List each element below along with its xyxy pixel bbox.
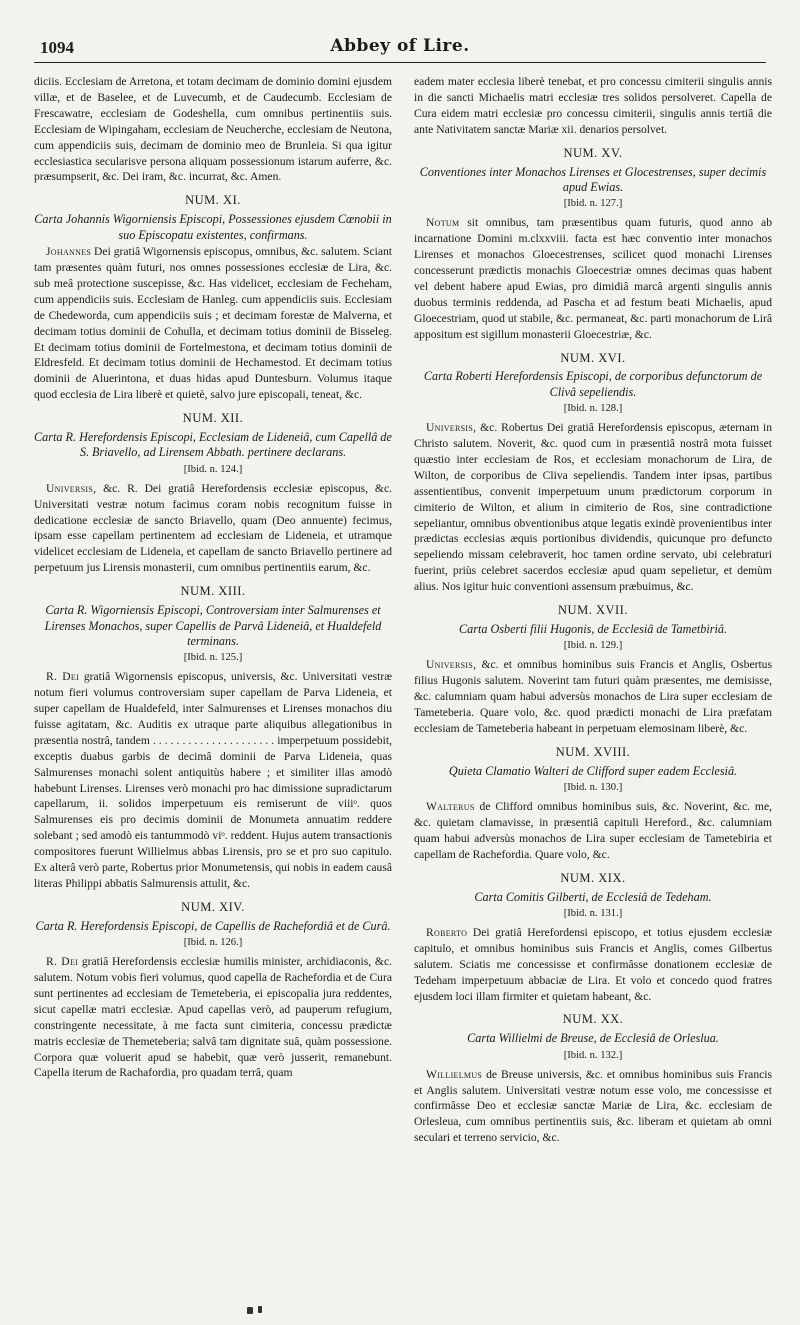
charter-title: Conventiones inter Monachos Lirenses et Glocestrenses, super decimis apud Ewias. <box>419 164 767 194</box>
charter-body <box>414 215 772 342</box>
source-reference: [Ibid. n. 132.] <box>563 1049 623 1061</box>
charter-text: gratiâ Herefordensis ecclesiæ humilis minister, archidiaconis, &c. salutem. Notum vobis fieri volumus, quod capella de Rachefordia et de Cura sunt pertinentes ad ecclesiam de Temeteberia, ei episcopalia jura reddentes, sicut capellæ matri ecclesiæ. Apud capellas verò, ad pauperum refugium, constringente necessitate, à me facta sunt cimiteria, concessu prædictæ matris ecclesiæ de Themeteberia; salvâ tam dignitate suâ, quàm possessione. Corpora quæ voluerit apud se habebit, quæ verò jusserit, remanebunt. Capella iterum de Rachafordia, pro quadam terrâ, quam <box>34 955 392 1080</box>
charter-opening-word: Notum <box>426 216 460 230</box>
charter-title: Carta Comitis Gilberti, de Ecclesiâ de Tedeham. <box>474 889 712 904</box>
source-reference: [Ibid. n. 124.] <box>183 463 243 475</box>
ink-fleck-mark <box>247 1307 253 1314</box>
charter-number: NUM. XV. <box>563 145 623 160</box>
source-reference: [Ibid. n. 130.] <box>563 782 623 794</box>
charter-body <box>414 657 772 737</box>
charter-text: Dei gratiâ Herefordensi episcopo, et totius ejusdem ecclesiæ capitulo, et omnibus hominibus suis Francis et Anglis, comes Gilbertus salutem. Sciatis me concessisse et confirmâsse donationem ecclesiæ de Tedeham imperpetuum abbaciæ de Lira. Et volo et concedo quod fratres ejusdem loci illam firmiter et quietam habeant, &c. <box>414 925 772 1003</box>
continued-text: diciis. Ecclesiam de Arretona, et totam decimam de dominio domini ejusdem villæ, et de Baselee, et de Luvecumb, et de Caudecumb. Ecclesiam de Frescawatre, ecclesiam de Godeshella, cum omnibus pertinentiis suis. Ecclesiam de Wipingaham, ecclesiam de Neucherche, ecclesiam de Neutona, cum appendiciis suis, decimam de dominio meo de Brunleia. Si qua igitur ecclesiastica secularisve persona aliquam possessionum istarum auferre, &c. præsumpserit, &c. Dei iram, &c. incurrat, &c. Amen. <box>34 75 392 184</box>
charter-body <box>34 954 392 1081</box>
charter-title: Carta Johannis Wigorniensis Episcopi, Possessiones ejusdem Cœnobii in suo Episcopatu existentes, confirmans. <box>34 212 392 242</box>
charter-text: Dei gratiâ Wigornensis episcopus, omnibus, &c. salutem. Sciant tam præsentes quàm futuri, nos omnes possessiones ecclesiæ de Lira, &c. sub meâ protectione suscepisse, &c. Has videlicet, ecclesiam de Fecheham, cum appendiciis suis. Ecclesiam de Hanleg. cum appendiciis suis. Ecclesiam de Chedeworda, cum appendiciis suis ; et decimam forestæ de Malverna, et decimam totius dominii de Cohulla, et decimam totius dominii de Bisseleg. Et decimam totius dominii de Fortelmestona, et decimam totius dominii de Eldresfeld. Et decimam totius dominii de Hechamestod. Et decimam totius dominii de Aluerintona, et duas hidas apud Duntesburn. Volumus itaque quod ecclesia de Lira liberè et quietè, salvo jure episcopali, teneat, &c. <box>34 245 392 402</box>
source-reference: [Ibid. n. 127.] <box>563 198 623 210</box>
charter-number: NUM. XIX. <box>560 870 626 885</box>
charter-body <box>414 1067 772 1147</box>
source-reference: [Ibid. n. 126.] <box>183 937 243 949</box>
charter-title: Carta Willielmi de Breuse, de Ecclesiâ de Orleslua. <box>467 1031 719 1046</box>
running-head <box>34 34 766 63</box>
charter-body <box>414 799 772 863</box>
charter-opening-word: Universis, <box>46 481 97 495</box>
charter-text: de Clifford omnibus hominibus suis, &c. Noverint, &c. me, &c. quietam clamavisse, in præsentiâ capituli Hereford., &c. calumniam quam habui adversùs monachos de Lira super ecclesiam de Tametebiria et capellam de Rachefordia. Quare volo, &c. <box>414 800 772 861</box>
charter-opening-word: Universis, <box>426 421 477 435</box>
charter-text: &c. Robertus Dei gratiâ Herefordensis episcopus, æternam in Christo salutem. Noverit, &c. quod cum in præsentiâ nostrâ mota fuisset quæstio inter ecclesiam de Ros, et ecclesiam monachorum de Lira, de Wilton, de corporibus de Cliva sepeliendis. Tandem inter ipsas, partibus assentientibus, convenit imperpetuum unum prædictorum corporum in cimiterio de Wilton, et alium in cimiterio de Ros, sine contradictione sepeliantur, omnibus obventionibus atque legatis exindè provenientibus inter prædictas ecclesias æquis portionibus dividendis, quicunque pro defuncto sepeliendo missam celebraverit, hoc tamen ordine servato, ubi celebraturi fuerint, priùs celebret sacerdos ecclesiæ apud quam sepelietur, et demùm alius. Nos igitur huic conventioni assensum præbuimus, &c. <box>414 421 772 594</box>
running-title: Abbey of Lire. <box>330 36 470 56</box>
left-column <box>34 74 392 1265</box>
source-reference: [Ibid. n. 125.] <box>183 652 243 664</box>
charter-opening-word: Roberto <box>426 925 468 939</box>
charter-title: Carta Osberti filii Hugonis, de Ecclesiâ de Tametbiriâ. <box>458 622 727 636</box>
source-reference: [Ibid. n. 128.] <box>563 403 623 415</box>
charter-number: NUM. XX. <box>562 1012 624 1027</box>
charter-body <box>34 244 392 403</box>
source-reference: [Ibid. n. 131.] <box>563 908 623 919</box>
charter-text: &c. et omnibus hominibus suis Francis et Anglis, Osbertus filius Hugonis salutem. Noverint tam futuri quàm præsentes, me demisisse, &c. calumniam quam habui adversùs monachos de Lira super ecclesiam de Tameteberia. Quare volo, &c. quod prædicti monachi de Lira præfatam ecclesiam de Tameteberia habeant in perpetuam elemosinam liberè, &c. <box>414 658 772 735</box>
source-reference: [Ibid. n. 129.] <box>563 640 623 652</box>
charter-opening-word: Universis, <box>426 658 477 672</box>
charter-number: NUM. XIV. <box>181 899 245 914</box>
charter-body <box>34 669 392 892</box>
charter-body <box>414 420 772 595</box>
charter-opening-word: Johannes <box>46 245 92 259</box>
charter-title: Carta Roberti Herefordensis Episcopi, de corporibus defunctorum de Clivâ sepeliendis. <box>423 369 763 399</box>
charter-opening-word: Willielmus <box>426 1067 483 1081</box>
text-columns <box>34 74 772 1265</box>
charter-number: NUM. XII. <box>182 411 244 426</box>
charter-title: Carta R. Wigorniensis Episcopi, Controversiam inter Salmurenses et Lirenses Monachos, super Capellis de Parvâ Lideneiâ, et Hualdefeld terminans. <box>44 603 382 648</box>
charter-number: NUM. XVII. <box>558 603 628 618</box>
charter-number: NUM. XVIII. <box>555 744 631 759</box>
charter-text: de Breuse universis, &c. et omnibus hominibus suis Francis et Anglis salutem. Universitati vestræ notum esse volo, me concessisse et confirmâsse Deo et ecclesiæ sanctæ Mariæ de Lira, &c. ecclesiam de Orlesleua, cum omnibus pertinentiis suis, &c. liberam et quietam ab omni seculari et terreno servicio, &c. <box>414 1067 772 1145</box>
right-column <box>414 74 772 1265</box>
charter-title: Carta R. Herefordensis Episcopi, Ecclesiam de Lideneiâ, cum Capellâ de S. Briavello, ad Lirensem Abbath. pertinere declarans. <box>34 430 392 460</box>
charter-text: &c. R. Dei gratiâ Herefordensis ecclesiæ episcopus, &c. Universitati vestræ notum facimus coram nobis recognitum fuisse in dedicatione ecclesiæ de sancto Briavello, quam (Deo annuente) fecimus, ipsam esse capellam pertinentem ad ecclesiam de Lideneia, et utramque videlicet ecclesiam de Lideneia, et capellam de sancto Briavello pertinere ad perpetuum jus Lirensis monasterii, cum omnibus pertinentiis earum, &c. <box>34 481 392 575</box>
charter-number: NUM. XVI. <box>560 350 626 365</box>
charter-opening-word: R. Dei <box>46 670 80 684</box>
charter-number: NUM. XI. <box>185 193 241 208</box>
ink-fleck-mark <box>258 1306 262 1313</box>
charter-text: sit omnibus, tam præsentibus quam futuris, quod anno ab incarnatione Domini m.clxxviii. facta est hæc conventio inter monachos Lirenses et monachos Gloecestrenses, scilicet quod monachi Lirenses concesserunt prædictis monachis Gloecestriæ omnes decimas quas habent vel debent habere apud Ewias, pro dimidiâ marcâ argenti singulis annis duobus terminis reddenda, ad Pascha et ad festum beati Michaelis, apud Gloecestriam, quod ut stabile, &c. permaneat, &c. parti monachorum de Lirâ appositum est sigillum monasterii Gloecestriæ, &c. <box>414 216 772 341</box>
charter-opening-word: R. Dei <box>46 955 79 969</box>
charter-body <box>414 925 772 1005</box>
charter-number: NUM. XIII. <box>180 584 246 599</box>
charter-opening-word: Walterus <box>426 800 475 814</box>
charter-text: gratiâ Wigornensis episcopus, universis, &c. Universitati vestræ notum fieri volumus controversiam super capellam de Parva Lideneia, et super capellam de Hualdefeld, inter Salmurenses et Lirenses monachos diu fuisse agitatam, &c. Auditis ex utraque parte aliquibus allegationibus in præsentia nostrâ, tandem . . . . . . . . . . . . . . . . . . . . . imperpetuum possidebit, exceptis duabus garbis de decimâ dominii de Parva Lideneia, quas Salmurenses monachi solent antiquitùs habere ; et similiter illas amodò habebunt Lirenses. Lirenses verò monachi pro hac dimissione supradictarum capellarum, ii. solidos imperpetuum eis remiserunt de viiiᵒ. quos Salmurenses eis pro decimis dominii de Monumeta annuatim reddere solebant ; sed amodò eis tantummodò viᵒ. reddent. Hujus autem transactionis compositores fuerunt Willielmus abbas Lirensis, pro se et pro suo capitulo. Ex alterâ verò parte, Robertus prior Monumetensis, qui nobis in eadem causâ literas Philippi abbatis Salmurensis attulit, &c. <box>34 670 392 890</box>
charter-title: Carta R. Herefordensis Episcopi, de Capellis de Rachefordiâ et de Curâ. <box>35 918 391 933</box>
charter-title: Quieta Clamatio Walteri de Clifford super eadem Ecclesiâ. <box>448 763 738 778</box>
continued-text: eadem mater ecclesia liberè tenebat, et pro concessu cimiterii singulis annis in die sancti Michaelis matri ecclesiæ tres solidos persolveret. Capella de Cura eidem matri ecclesiæ pro concessu cimiterii, singulis annis tertiâ die ante Nativitatem sanctæ Mariæ xii. denarios persolvet. <box>414 75 772 136</box>
charter-body <box>34 481 392 576</box>
page-number: 1094 <box>40 38 74 57</box>
